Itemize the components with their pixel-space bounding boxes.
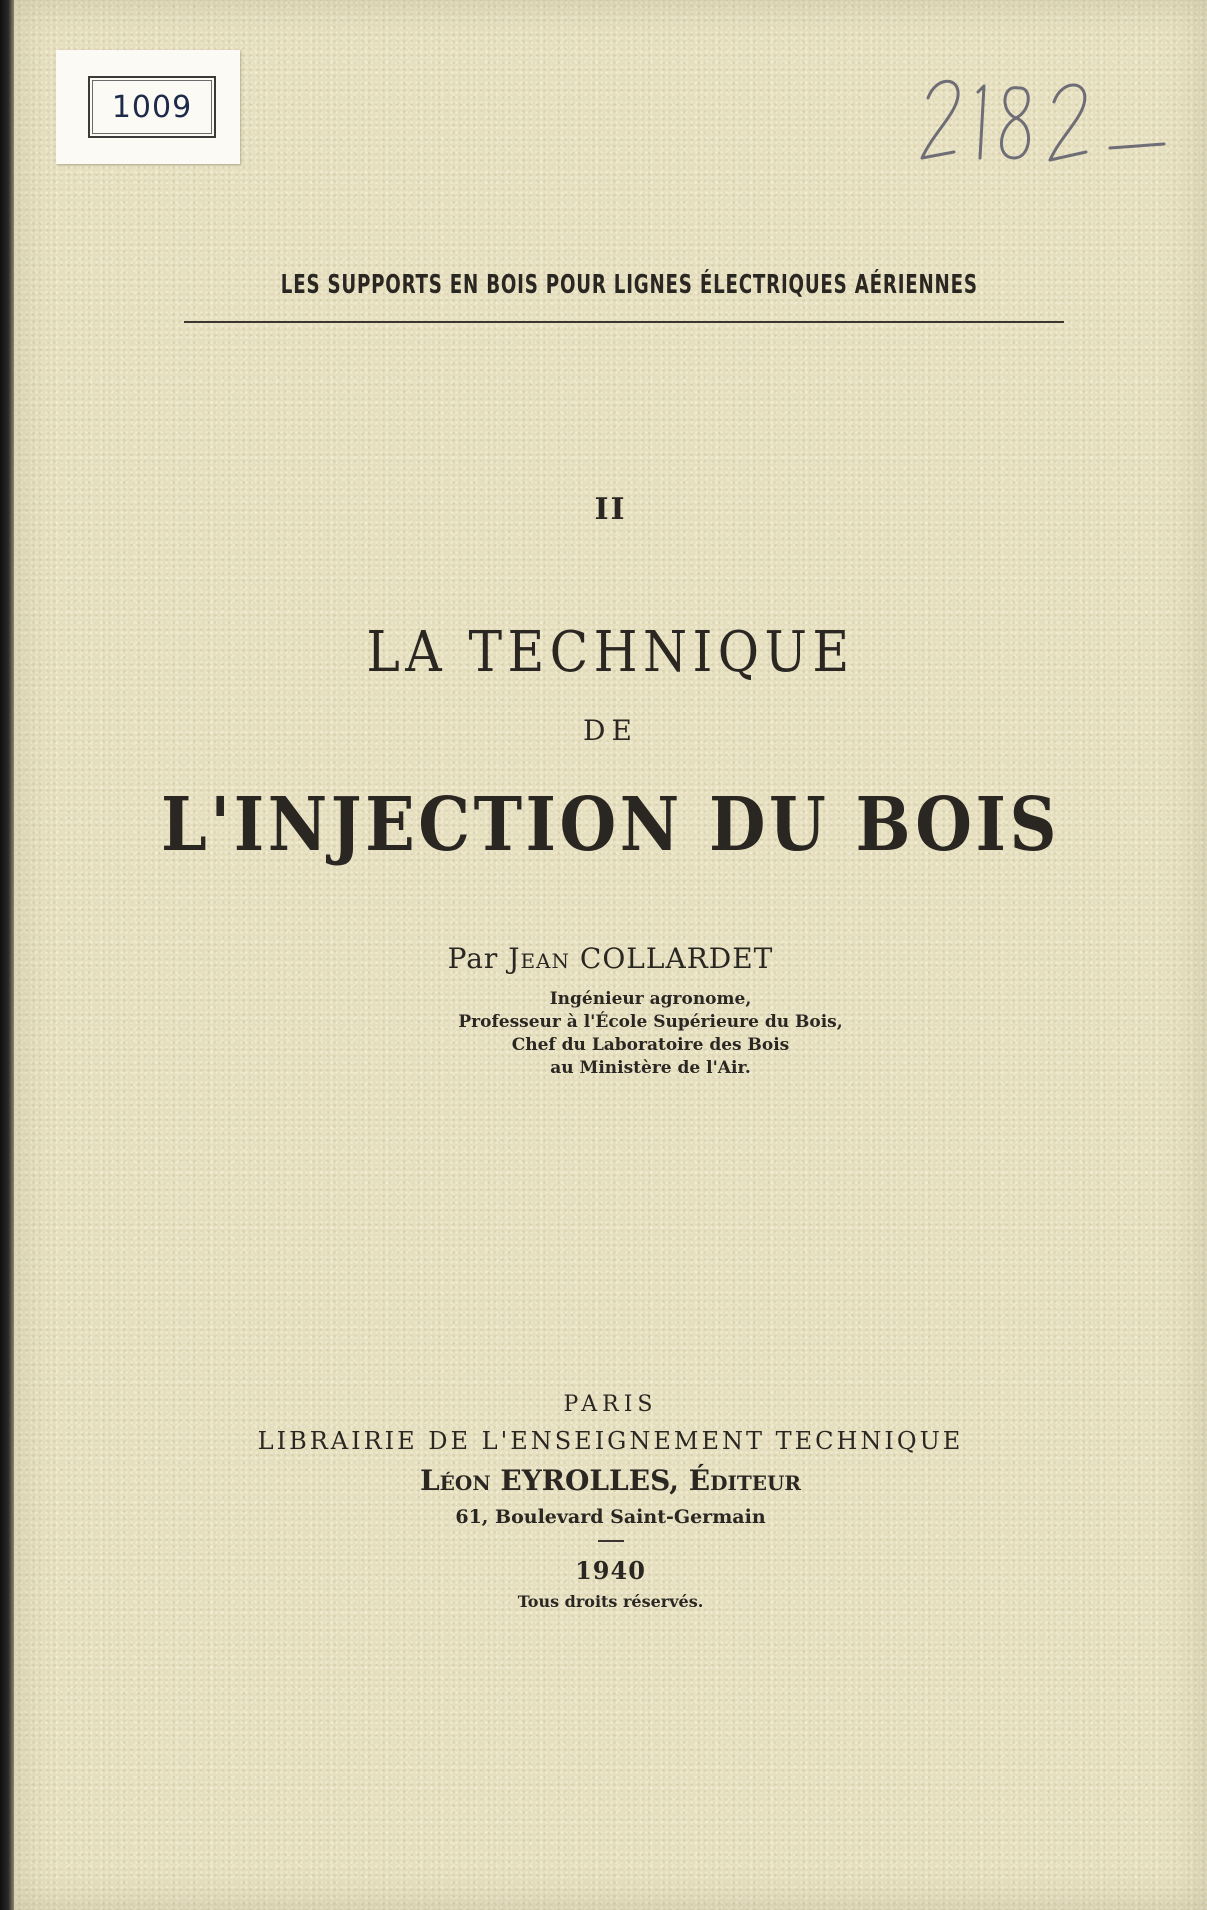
handwritten-number	[914, 62, 1174, 182]
author-last-name: COLLARDET	[579, 942, 774, 975]
publisher-name: LIBRAIRIE DE L'ENSEIGNEMENT TECHNIQUE	[257, 1427, 964, 1455]
series-rule	[184, 321, 1064, 323]
publication-year: 1940	[575, 1556, 646, 1585]
inventory-label	[56, 50, 240, 164]
volume-number: II	[594, 492, 627, 527]
title-line-2: DE	[583, 714, 638, 747]
publisher-block	[14, 1388, 1207, 1616]
author-line	[14, 942, 1207, 975]
binding-edge	[0, 0, 14, 1910]
editor-title: Éditeur	[688, 1464, 802, 1497]
credential-line: Ingénieur agronome,	[549, 989, 752, 1009]
inventory-number: 1009	[88, 76, 216, 138]
series-title: LES SUPPORTS EN BOIS POUR LIGNES ÉLECTRIQUES AÉRIENNES	[280, 270, 978, 300]
publisher-city: PARIS	[563, 1392, 658, 1417]
author-prefix: Par	[447, 942, 499, 975]
rights-notice: Tous droits réservés.	[517, 1592, 704, 1611]
editor-last-name: EYROLLES,	[500, 1464, 680, 1497]
title-line-3: L'INJECTION DU BOIS	[160, 782, 1061, 868]
credential-line: Professeur à l'École Supérieure du Bois,	[458, 1012, 843, 1032]
author-first-name: Jean	[508, 942, 570, 975]
title-line-1: LA TECHNIQUE	[366, 620, 855, 685]
book-cover	[14, 0, 1207, 1910]
publisher-address: 61, Boulevard Saint-Germain	[455, 1506, 766, 1528]
credential-line: Chef du Laboratoire des Bois	[511, 1035, 790, 1055]
divider	[598, 1540, 624, 1542]
credential-line: au Ministère de l'Air.	[550, 1058, 751, 1078]
editor-first-name: Léon	[419, 1464, 491, 1497]
author-credentials	[54, 988, 1207, 1080]
publisher-editor	[14, 1460, 1207, 1502]
